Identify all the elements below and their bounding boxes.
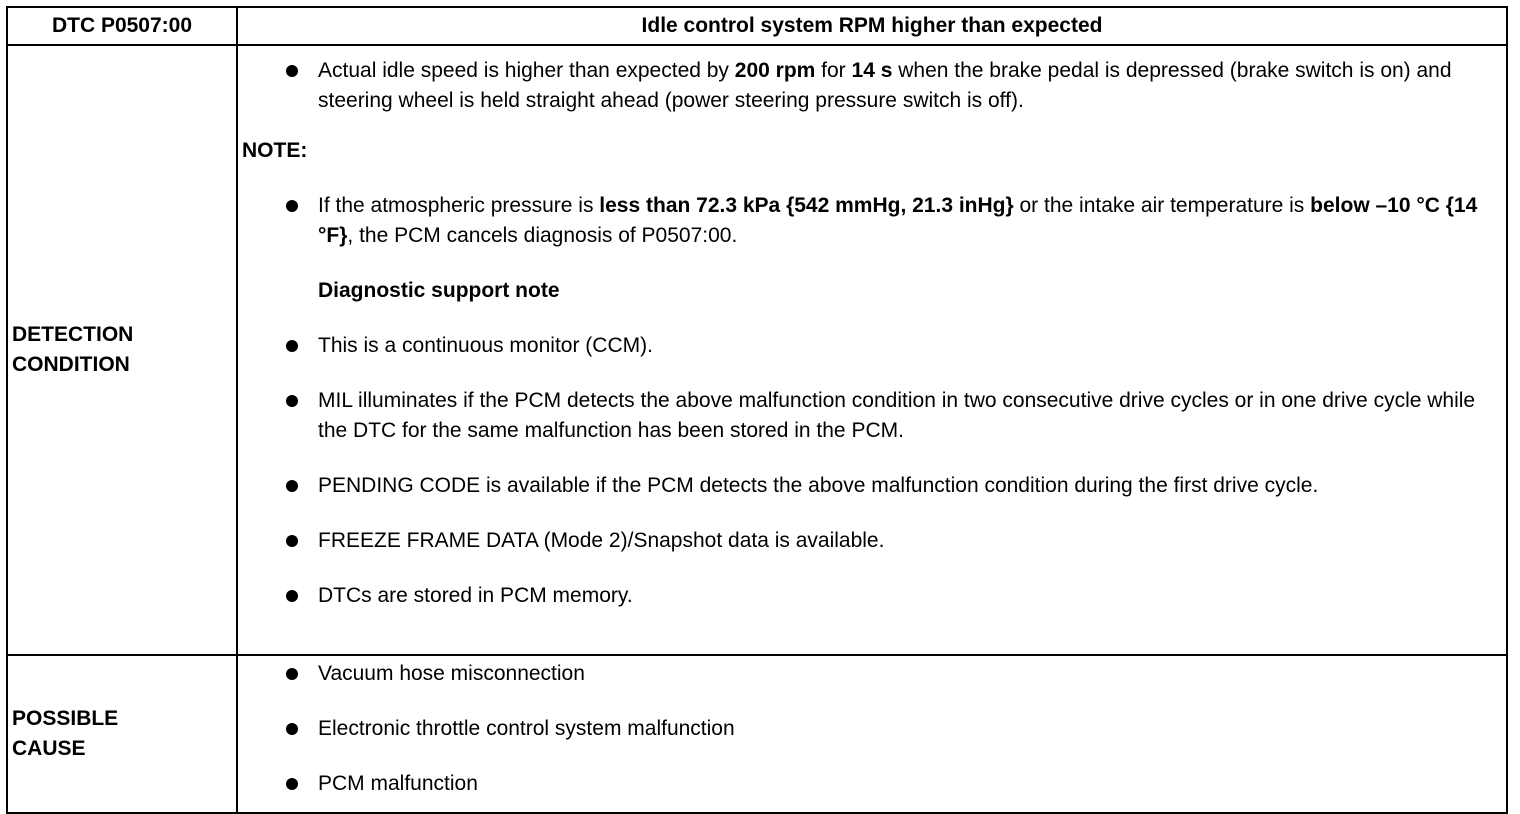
support-item-text: DTCs are stored in PCM memory. — [318, 584, 633, 607]
detection-label-line2: CONDITION — [12, 353, 130, 376]
text-fragment: or the intake air temperature is — [1013, 194, 1311, 217]
cause-item-text: Electronic throttle control system malfunction — [318, 717, 735, 740]
cause-row — [7, 655, 1507, 813]
cause-item — [238, 769, 1506, 799]
support-item-text: FREEZE FRAME DATA (Mode 2)/Snapshot data is available. — [318, 529, 885, 552]
bullet-dot-icon — [286, 340, 298, 352]
cause-item-text: PCM malfunction — [318, 772, 478, 795]
bullet-dot-icon — [286, 480, 298, 492]
support-item — [238, 331, 1506, 361]
support-item — [238, 471, 1506, 501]
cause-label-line1: POSSIBLE — [12, 707, 119, 730]
cause-item — [238, 714, 1506, 744]
bullet-dot-icon — [286, 778, 298, 790]
bold-value: less than 72.3 kPa {542 mmHg, 21.3 inHg} — [599, 194, 1014, 217]
dtc-code: DTC P0507:00 — [7, 7, 237, 45]
text-fragment: for — [815, 59, 852, 82]
support-item-text: PENDING CODE is available if the PCM detects the above malfunction condition during the first drive cycle. — [318, 474, 1319, 497]
support-item-text: This is a continuous monitor (CCM). — [318, 334, 653, 357]
bullet-dot-icon — [286, 723, 298, 735]
cause-label-line2: CAUSE — [12, 737, 86, 760]
bullet-dot-icon — [286, 65, 298, 77]
dtc-title: Idle control system RPM higher than expected — [237, 7, 1507, 45]
note-label: NOTE: — [242, 139, 308, 162]
detection-label-line1: DETECTION — [12, 323, 134, 346]
bullet-dot-icon — [286, 535, 298, 547]
text-fragment: , the PCM cancels diagnosis of P0507:00. — [347, 224, 738, 247]
text-fragment: when the brake pedal is depressed (brake switch is on) and steering wheel is held straight ahead (power steering pressure switch is off). — [318, 59, 1452, 112]
bold-value: 200 rpm — [734, 59, 816, 82]
diagnostic-support-heading: Diagnostic support note — [318, 279, 560, 302]
support-item-text: MIL illuminates if the PCM detects the above malfunction condition in two consecutive drive cycles or in one drive cycle while the DTC for the same malfunction has been stored in the PCM. — [318, 389, 1476, 442]
possible-cause-body — [237, 655, 1507, 813]
detection-main-item — [238, 56, 1506, 116]
bold-value: 14 s — [851, 59, 893, 82]
detection-condition-label — [7, 45, 237, 655]
bullet-dot-icon — [286, 200, 298, 212]
bullet-dot-icon — [286, 590, 298, 602]
cause-item — [238, 659, 1506, 689]
header-row — [7, 7, 1507, 45]
possible-cause-label — [7, 655, 237, 813]
detection-condition-body — [237, 45, 1507, 655]
bullet-dot-icon — [286, 668, 298, 680]
note-item — [238, 191, 1506, 251]
bold-value: below –10 °C {14 °F} — [318, 194, 1478, 247]
dtc-table — [6, 6, 1508, 814]
cause-item-text: Vacuum hose misconnection — [318, 662, 585, 685]
support-item — [238, 581, 1506, 611]
text-fragment: Actual idle speed is higher than expected by — [318, 59, 735, 82]
support-item — [238, 526, 1506, 556]
detection-row — [7, 45, 1507, 655]
text-fragment: If the atmospheric pressure is — [318, 194, 600, 217]
bullet-dot-icon — [286, 395, 298, 407]
support-item — [238, 386, 1506, 446]
